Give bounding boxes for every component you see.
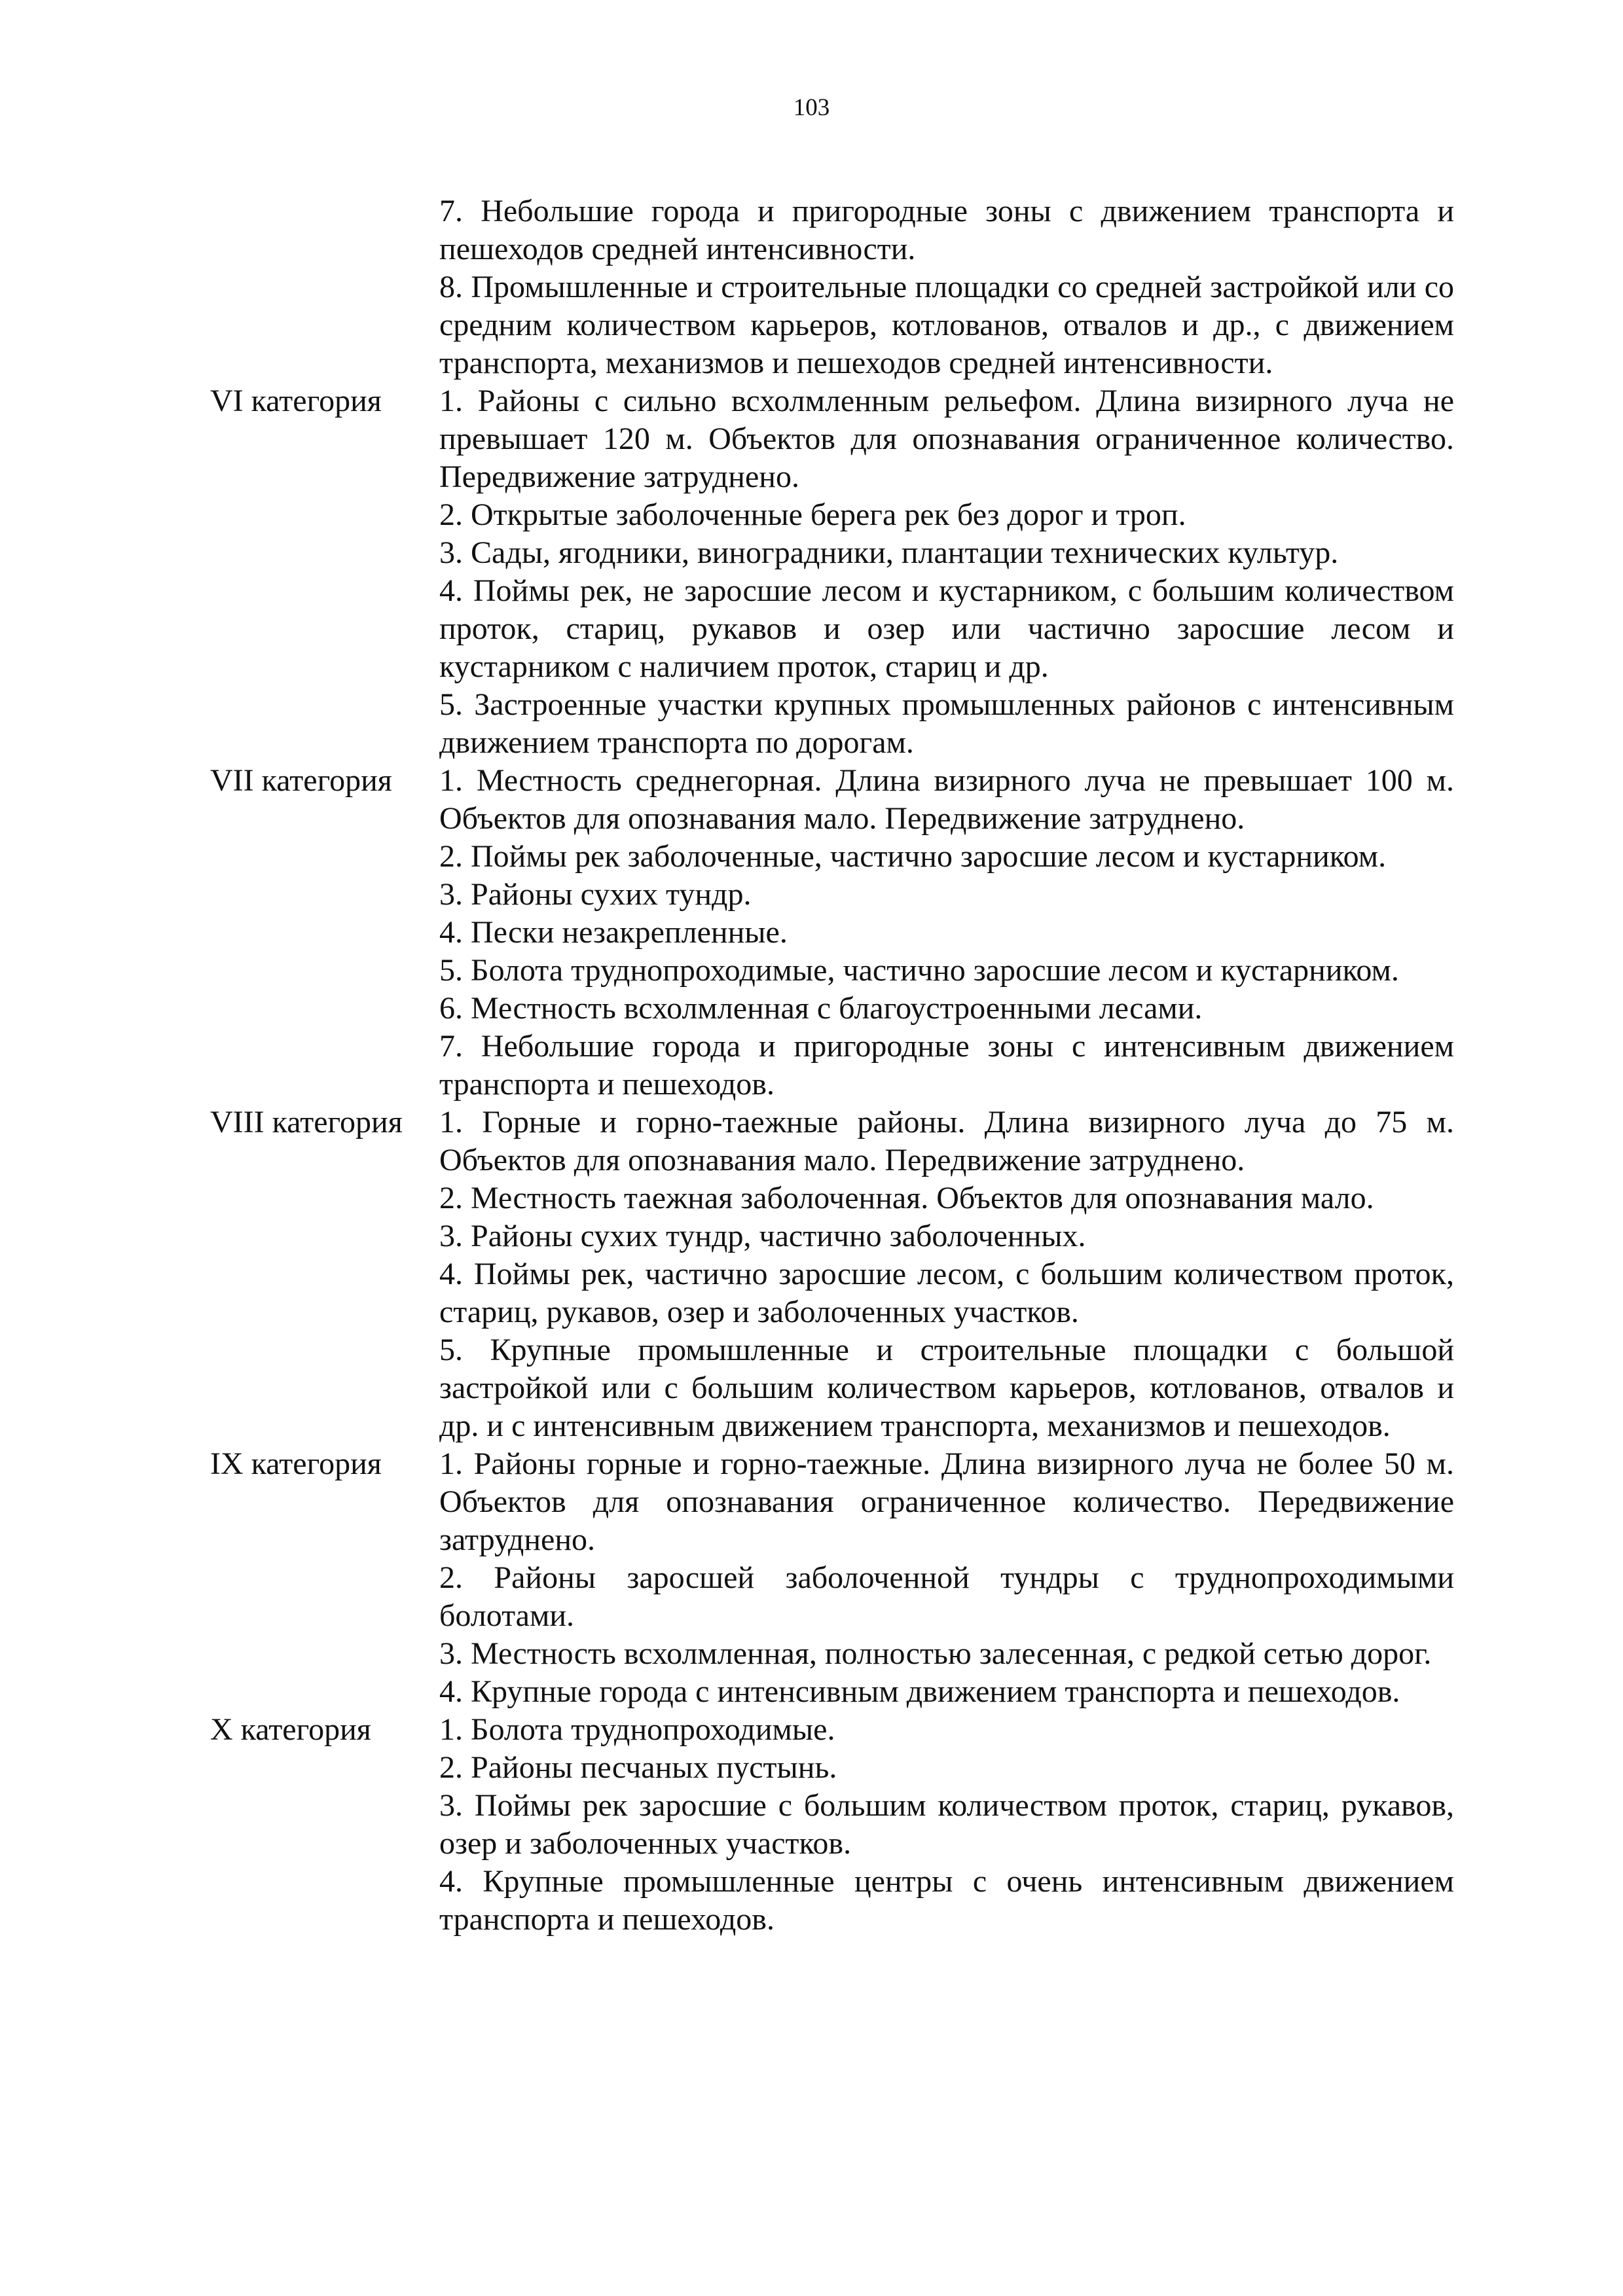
category-continuation (210, 192, 1454, 382)
list-item: 2. Районы заросшей заболоченной тундры с труднопроходимыми болотами. (439, 1560, 1454, 1633)
category-items (439, 1103, 1454, 1445)
list-item: 5. Болота труднопроходимые, частично заросшие лесом и кустарником. (439, 953, 1399, 988)
list-item: 7. Небольшие города и пригородные зоны с движением транспорта и пешеходов средней интенсивности. (439, 194, 1454, 266)
list-item: 2. Местность таежная заболоченная. Объектов для опознавания мало. (439, 1181, 1374, 1215)
category-items (439, 1445, 1454, 1711)
category-label: VI категория (210, 384, 382, 418)
list-item: 2. Открытые заболоченные берега рек без дорог и троп. (439, 497, 1186, 532)
category-items (439, 1711, 1454, 1939)
list-item: 6. Местность всхолмленная с благоустроенными лесами. (439, 991, 1203, 1026)
category-label: IX категория (210, 1446, 382, 1481)
category-vii (210, 762, 1454, 1103)
list-item: 1. Болота труднопроходимые. (439, 1712, 835, 1747)
list-item: 3. Сады, ягодники, виноградники, плантации технических культур. (439, 535, 1339, 570)
category-x (210, 1711, 1454, 1939)
list-item: 5. Застроенные участки крупных промышленных районов с интенсивным движением транспорта по дорогам. (439, 687, 1454, 760)
category-list (210, 192, 1454, 1939)
list-item: 2. Поймы рек заболоченные, частично заросшие лесом и кустарником. (439, 839, 1387, 874)
list-item: 2. Районы песчаных пустынь. (439, 1750, 837, 1785)
list-item: 4. Поймы рек, частично заросшие лесом, с большим количеством проток, стариц, рукавов, озер и заболоченных участков. (439, 1257, 1454, 1329)
list-item: 4. Крупные города с интенсивным движением транспорта и пешеходов. (439, 1674, 1400, 1709)
list-item: 3. Местность всхолмленная, полностью залесенная, с редкой сетью дорог. (439, 1636, 1432, 1671)
list-item: 1. Местность среднегорная. Длина визирного луча не превышает 100 м. Объектов для опознавания мало. Передвижение затруднено. (439, 763, 1454, 836)
list-item: 4. Крупные промышленные центры с очень интенсивным движением транспорта и пешеходов. (439, 1864, 1454, 1937)
list-item: 5. Крупные промышленные и строительные площадки с большой застройкой или с большим количеством карьеров, котлованов, отвалов и др. и с интенсивным движением транспорта, механизмов и пешеходов. (439, 1333, 1454, 1443)
list-item: 3. Районы сухих тундр, частично заболоченных. (439, 1219, 1086, 1253)
list-item: 8. Промышленные и строительные площадки со средней застройкой или со средним количеством карьеров, котлованов, отвалов и др., с движением транспорта, механизмов и пешеходов средней интенсивности. (439, 270, 1454, 380)
list-item: 4. Поймы рек, не заросшие лесом и кустарником, с большим количеством проток, стариц, рукавов и озер или частично заросшие лесом и кустарником с наличием проток, стариц и др. (439, 573, 1454, 684)
list-item: 1. Горные и горно-таежные районы. Длина визирного луча до 75 м. Объектов для опознавания мало. Передвижение затруднено. (439, 1105, 1454, 1177)
category-items (439, 192, 1454, 382)
category-items (439, 762, 1454, 1103)
category-vi (210, 382, 1454, 762)
list-item: 7. Небольшие города и пригородные зоны с интенсивным движением транспорта и пешеходов. (439, 1029, 1454, 1102)
category-items (439, 382, 1454, 762)
category-label: X категория (210, 1712, 371, 1747)
list-item: 1. Районы с сильно всхолмленным рельефом. Длина визирного луча не превышает 120 м. Объектов для опознавания ограниченное количество. Передвижение затруднено. (439, 384, 1454, 494)
list-item: 3. Поймы рек заросшие с большим количеством проток, стариц, рукавов, озер и заболоченных участков. (439, 1788, 1454, 1861)
category-viii (210, 1103, 1454, 1445)
list-item: 4. Пески незакрепленные. (439, 915, 788, 950)
list-item: 1. Районы горные и горно-таежные. Длина визирного луча не более 50 м. Объектов для опознавания ограниченное количество. Передвижение затруднено. (439, 1446, 1454, 1557)
page-number: 103 (793, 94, 830, 121)
category-ix (210, 1445, 1454, 1711)
category-label: VII категория (210, 763, 392, 798)
category-label: VIII категория (210, 1105, 403, 1139)
list-item: 3. Районы сухих тундр. (439, 877, 752, 912)
